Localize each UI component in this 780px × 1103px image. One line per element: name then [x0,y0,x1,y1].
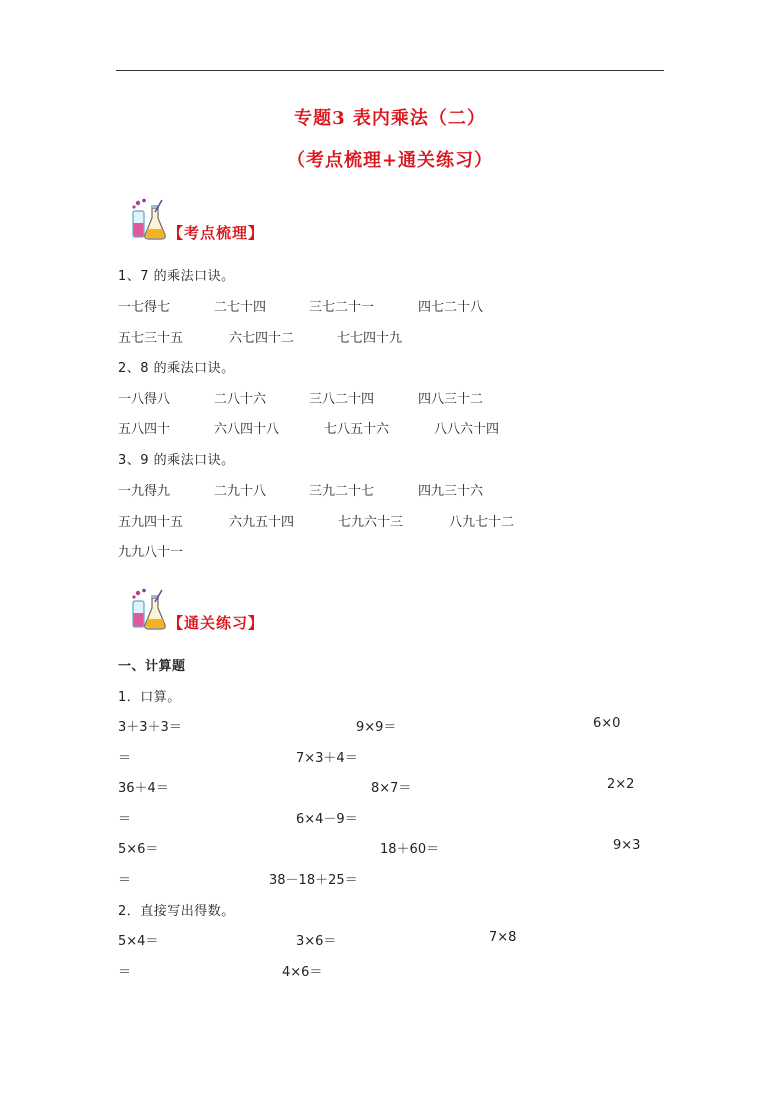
expression: 5×4＝ [118,934,159,949]
expression: 4×6＝ [282,965,323,980]
section-label-practice: 【通关练习】 [168,614,265,632]
expression: 9×9＝ [356,720,397,735]
page-title: 专题3 表内乘法（二） [294,108,486,129]
rhyme-item: 三七二十一 [309,300,375,315]
item-heading-7: 1、7 的乘法口诀。 [118,269,235,284]
rhyme-item: 四八三十二 [418,392,484,407]
rhyme-item: 四九三十六 [418,484,484,499]
chemistry-flask-icon [128,198,168,242]
rhyme-item: 八八六十四 [434,422,500,437]
chemistry-flask-icon [128,588,168,632]
item-heading-8: 2、8 的乘法口诀。 [118,361,235,376]
expression: ＝ [118,873,132,888]
expression: 36＋4＝ [118,781,169,796]
item-heading-9: 3、9 的乘法口诀。 [118,453,235,468]
rhyme-item: 一八得八 [118,392,171,407]
rhyme-item: 五七三十五 [118,331,184,346]
rhyme-item: 九九八十一 [118,545,184,560]
question-heading: 1．口算。 [118,690,181,705]
expression: 6×0 [593,716,621,731]
rhyme-item: 七八五十六 [324,422,390,437]
rhyme-item: 三八二十四 [309,392,375,407]
rhyme-item: 二八十六 [214,392,267,407]
rhyme-item: 一九得九 [118,484,171,499]
rhyme-item: 四七二十八 [418,300,484,315]
expression: 6×4－9＝ [296,812,358,827]
expression: ＝ [118,812,132,827]
rhyme-item: 七九六十三 [338,515,404,530]
page-subtitle: （考点梳理+通关练习） [286,150,494,171]
header-rule [116,70,664,71]
rhyme-item: 六七四十二 [229,331,295,346]
rhyme-item: 六九五十四 [229,515,295,530]
rhyme-item: 五九四十五 [118,515,184,530]
rhyme-item: 二九十八 [214,484,267,499]
section-label-review: 【考点梳理】 [168,224,265,242]
expression: 3×6＝ [296,934,337,949]
rhyme-item: 六八四十八 [214,422,280,437]
expression: ＝ [118,965,132,980]
rhyme-item: 一七得七 [118,300,171,315]
rhyme-item: 五八四十 [118,422,171,437]
expression: ＝ [118,751,132,766]
expression: 7×8 [489,930,517,945]
expression: 3＋3＋3＝ [118,720,182,735]
expression: 2×2 [607,777,635,792]
rhyme-item: 二七十四 [214,300,267,315]
rhyme-item: 八九七十二 [449,515,515,530]
question-heading: 2．直接写出得数。 [118,904,235,919]
expression: 9×3 [613,838,641,853]
expression: 18＋60＝ [380,842,440,857]
rhyme-item: 七七四十九 [337,331,403,346]
expression: 7×3＋4＝ [296,751,358,766]
part-title: 一、计算题 [118,659,186,674]
expression: 8×7＝ [371,781,412,796]
expression: 5×6＝ [118,842,159,857]
rhyme-item: 三九二十七 [309,484,375,499]
expression: 38－18＋25＝ [269,873,358,888]
